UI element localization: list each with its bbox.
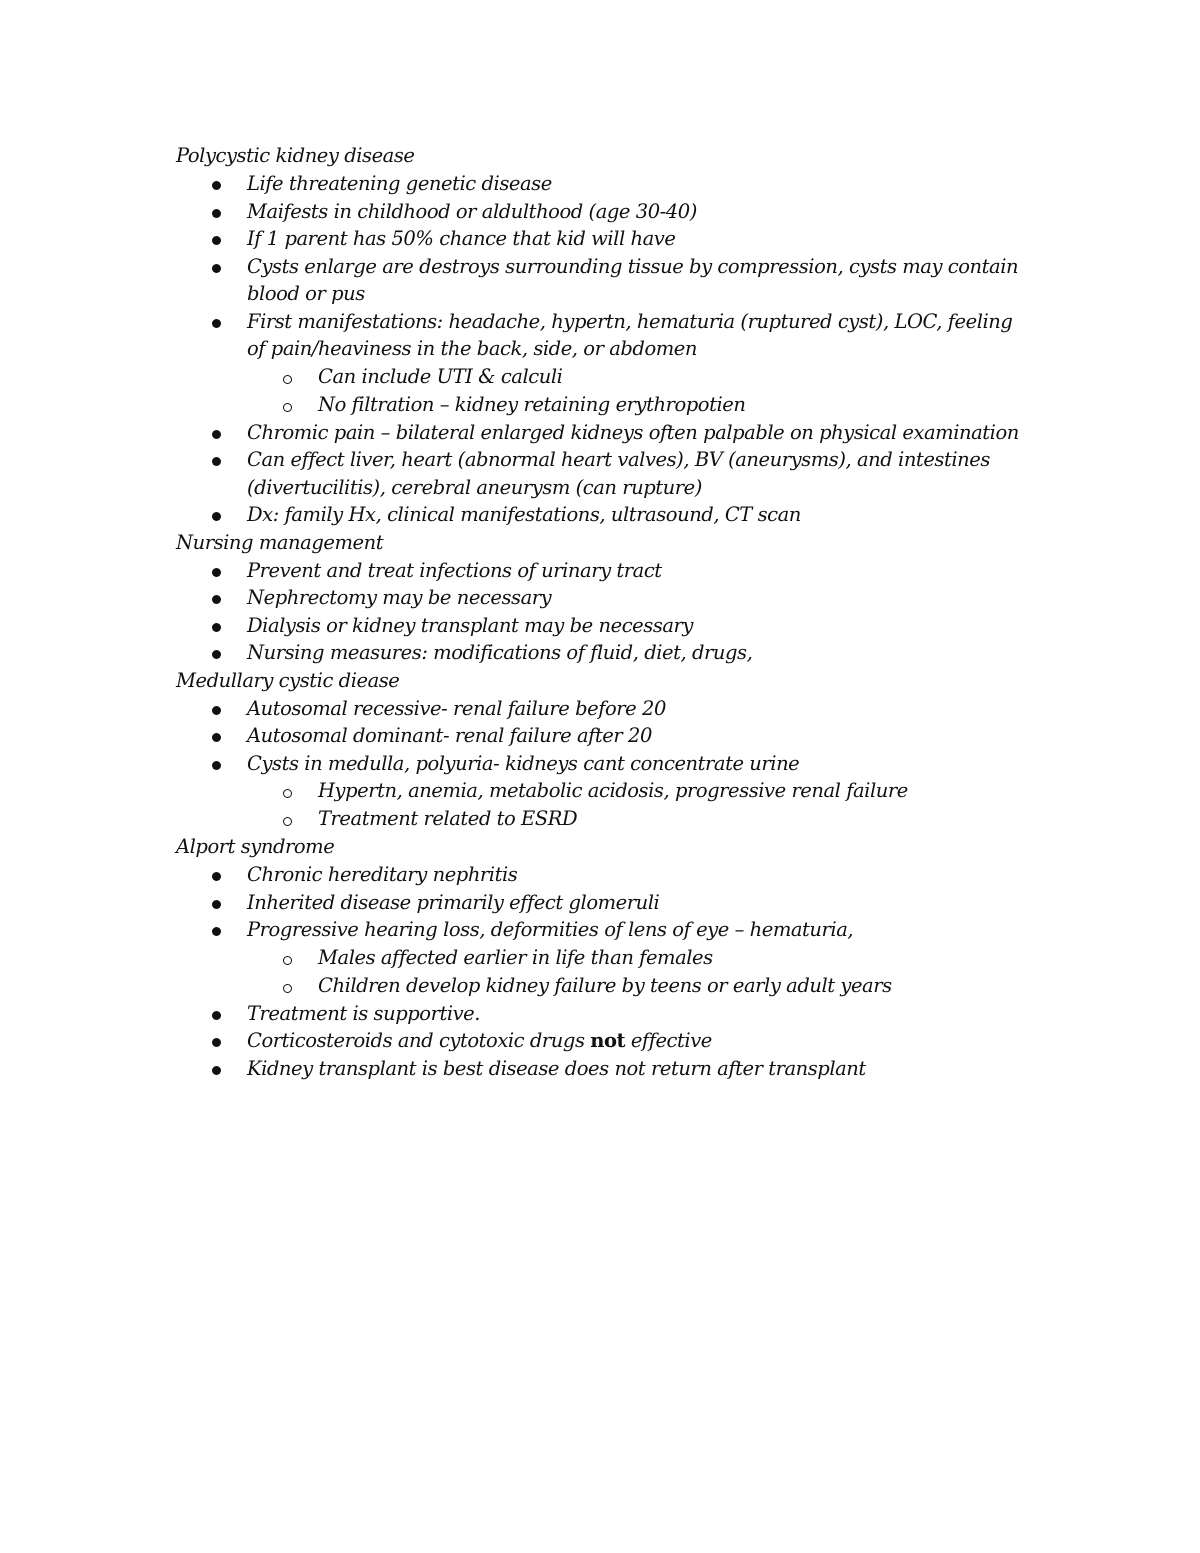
bullet-list [176,557,1036,667]
list-item-text: Dialysis or kidney transplant may be necessary [247,613,693,637]
list-item [176,419,1036,447]
section-heading-alport-syndrome: Alport syndrome [176,835,335,858]
list-item-text: Cysts in medulla, polyuria- kidneys cant concentrate urine [247,751,800,775]
list-item [176,584,1036,612]
list-item-text [247,1029,712,1052]
bullet-icon [212,430,221,439]
list-item-text: Life threatening genetic disease [247,172,552,195]
bullet-icon [212,568,221,577]
bullet-icon [212,319,221,328]
section-heading-medullary-cystic-diease: Medullary cystic diease [176,668,400,692]
sub-list [247,777,1036,833]
list-item [176,225,1036,253]
bullet-icon [212,512,221,521]
circle-bullet-icon [283,984,292,993]
bullet-icon [212,181,221,190]
list-item [176,1027,1036,1055]
bullet-icon [212,595,221,604]
sub-list-item [176,391,1036,419]
bullet-icon [212,1038,221,1047]
list-item [176,170,1036,198]
circle-bullet-icon [283,817,292,826]
bullet-icon [212,457,221,466]
list-item [176,750,1036,834]
document-body [176,142,1036,1082]
emphasis-text: not [590,1029,626,1052]
list-item [176,1000,1036,1028]
list-item-text: Autosomal recessive- renal failure before 20 [247,696,666,720]
list-item-text: Chronic hereditary nephritis [247,863,518,886]
circle-bullet-icon [283,375,292,384]
sub-list-item-text: No filtration – kidney retaining erythropotien [318,392,746,416]
list-item-text: First manifestations: headache, hypertn, hematuria (ruptured cyst), LOC, feeling of pain/heaviness in the back, side, or abdomen [247,309,1013,360]
list-item [176,253,1036,308]
sub-list-item-text: Males affected earlier in life than females [318,945,713,969]
list-item-text: Treatment is supportive. [247,1001,481,1025]
sub-list-item-text: Children develop kidney failure by teens or early adult years [318,973,892,997]
list-item-text: Dx: family Hx, clinical manifestations, ultrasound, CT scan [247,503,801,526]
section-heading-polycystic-kidney-disease: Polycystic kidney disease [176,144,415,167]
list-item-text: Nephrectomy may be necessary [247,586,552,609]
bullet-icon [212,623,221,632]
bullet-icon [212,209,221,218]
sub-list-item [176,972,1036,1000]
circle-bullet-icon [283,403,292,412]
bullet-icon [212,872,221,881]
bullet-icon [212,1011,221,1020]
bullet-icon [212,1066,221,1075]
list-item [176,308,1036,419]
list-item [176,501,1036,529]
text-segment: Corticosteroids and cytotoxic drugs [247,1029,591,1052]
sub-list [247,363,1036,419]
bullet-list [176,695,1036,834]
bullet-icon [212,650,221,659]
section-heading-nursing-management: Nursing management [176,530,384,554]
circle-bullet-icon [283,956,292,965]
sub-list-item-text: Treatment related to ESRD [318,807,578,830]
bullet-icon [212,733,221,742]
list-item-text: Chromic pain – bilateral enlarged kidneys often palpable on physical examination [247,420,1019,444]
list-item-text: Cysts enlarge are destroys surrounding tissue by compression, cysts may contain blood or pus [247,254,1019,305]
list-item [176,861,1036,889]
sub-list [247,944,1036,1000]
list-item-text: Maifests in childhood or aldulthood (age 30-40) [247,199,697,223]
bullet-list [176,170,1036,529]
bullet-list [176,861,1036,1082]
list-item [176,722,1036,750]
list-item [176,198,1036,226]
sub-list-item-text: Hypertn, anemia, metabolic acidosis, progressive renal failure [318,779,908,802]
list-item-text: Prevent and treat infections of urinary tract [247,558,662,582]
sub-list-item-text: Can include UTI & calculi [318,364,563,388]
sub-list-item [176,363,1036,391]
list-item [176,446,1036,501]
sub-list-item [176,944,1036,972]
circle-bullet-icon [283,789,292,798]
bullet-icon [212,900,221,909]
list-item-text: Progressive hearing loss, deformities of lens of eye – hematuria, [247,918,854,941]
bullet-icon [212,706,221,715]
bullet-icon [212,264,221,273]
list-item-text: Inherited disease primarily effect glomeruli [247,890,660,914]
list-item [176,639,1036,667]
list-item [176,889,1036,917]
text-segment: effective [625,1029,712,1052]
bullet-icon [212,236,221,245]
list-item [176,612,1036,640]
sub-list-item [176,805,1036,833]
list-item [176,1055,1036,1083]
list-item [176,557,1036,585]
bullet-icon [212,927,221,936]
list-item-text: Can effect liver, heart (abnormal heart valves), BV (aneurysms), and intestines (divertucilitis), cerebral aneurysm (can rupture) [247,448,990,499]
list-item [176,916,1036,1000]
list-item-text: Nursing measures: modifications of fluid, diet, drugs, [247,641,753,664]
list-item-text: If 1 parent has 50% chance that kid will have [247,227,676,250]
bullet-icon [212,761,221,770]
list-item-text: Autosomal dominant- renal failure after 20 [247,724,652,747]
list-item-text: Kidney transplant is best disease does not return after transplant [247,1056,866,1080]
list-item [176,695,1036,723]
sub-list-item [176,777,1036,805]
